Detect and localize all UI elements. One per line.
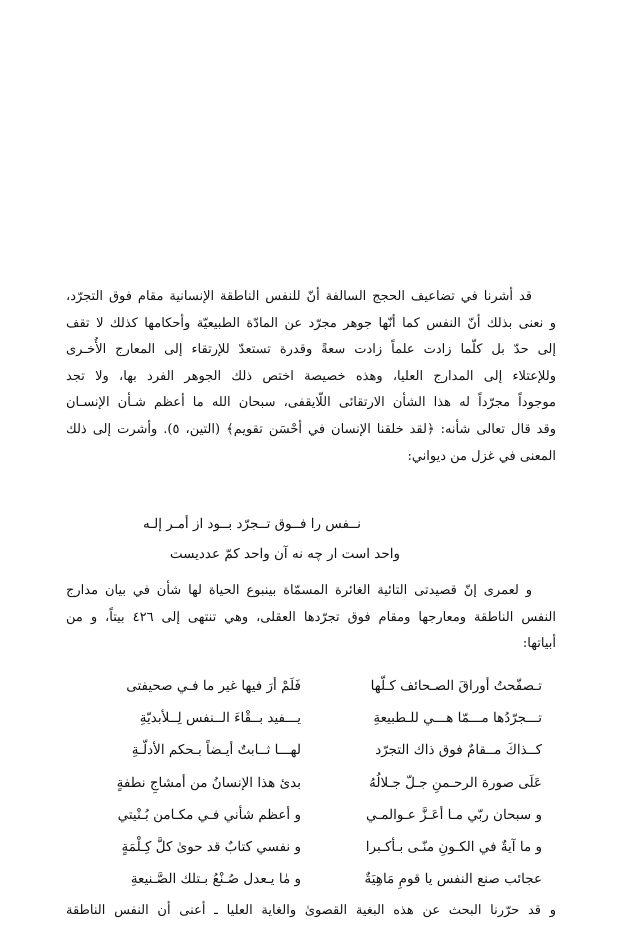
hemistich-first: تـصفّحتُ أوراقَ الصـحائف كـلّها xyxy=(370,678,542,694)
couplet xyxy=(66,670,556,702)
couplet xyxy=(66,734,556,766)
hemistich-first: عجائب صنع النفس يا قومِ مَاهِيَةٌ xyxy=(364,871,542,888)
text-line: إلى حدّ بل كلّما زادت علماً زادت سعةً وقدرة تستعدّ للإرتقاء إلى المعارج الأُخـرى xyxy=(66,342,556,358)
hemistich-second: و أعظم شأني فـي مكـامن بُـنْيتي xyxy=(117,806,301,823)
hemistich-second: يـــفيد بــقْاءَ الــنفس لِــلأبديّةِ xyxy=(139,710,301,727)
text-line: و نعنى بذلك أنّ النفس كما أنّها جوهر مجرّد عن المادّة الطبيعيّة وأحكامها كذلك لا تقف xyxy=(66,315,556,331)
hemistich-first: تـــجرّدُها مـــمّا هـــي للـطبيعةِ xyxy=(373,710,542,727)
hemistich-second: فَلَمْ أرَ فيها غير ما فـي صحيفتى xyxy=(126,678,301,694)
poem-couplets xyxy=(66,670,556,895)
couplet xyxy=(66,702,556,734)
text-line: موجوداً مجرّداً له هذا الشأن الارتقائى اللّايقفى، سبحان الله ما أعظم شـأن الإنسـان xyxy=(66,395,556,411)
hemistich-first: و ما آيةٌ في الكـونِ منّـى بـأكـبرا xyxy=(365,838,542,855)
paragraph-intro xyxy=(66,284,556,470)
hemistich-first: و سبحان ربّي مـا أعَـزَّ عـوالمـي xyxy=(365,806,542,823)
persian-verse-line-2: واحد است ار چه نه آن واحد كمّ عدديست xyxy=(169,546,400,562)
paragraph-qasida xyxy=(66,578,556,658)
text-line: المعنى في غزل من ديواني: xyxy=(407,448,556,464)
text-line: وقد قال تعالى شأنه: ﴿لقد خلقنا الإنسان في أحْسَن تقويم﴾ (التين، ٥). وأشرت إلى ذلك xyxy=(66,421,556,437)
hemistich-second: بدئ هذا الإنسانُ من أمشاجِ نطفةٍ xyxy=(116,774,301,791)
couplet xyxy=(66,831,556,863)
couplet xyxy=(66,863,556,895)
hemistich-second: لهـــا ثــابتٌ أيـضاً بـحكم الأدلّـةِ xyxy=(131,742,301,759)
couplet xyxy=(66,799,556,831)
couplet xyxy=(66,767,556,799)
closing-text-line: و قد حرّرنا البحث عن هذه البغية القصوىٰ والغاية العليا ـ أعنى أن النفس الناطقة xyxy=(66,903,556,918)
text-line: النفس الناطقة ومعارجها ومقام فوق تجرّدها العقلى، وهي تنتهى إلى ٤٢٦ بيتاً، و من xyxy=(66,609,556,625)
text-line: و لعمرى إنّ قصيدتى التائية الغائرة المسمّاة بينبوع الحياة لها شأن في بيان مدارج xyxy=(66,583,532,598)
persian-verse-line-1: نــفس را فــوق تــجرّد بــود از أمـر إلـه xyxy=(142,516,361,532)
text-line: وللإعتلاء إلى المدارج العليا، وهذه خصيصة اختص ذلك الجوهر الفرد بها، ولا تجد xyxy=(66,368,556,384)
hemistich-first: كــذاكَ مــقامٌ فوق ذاك التجرّد xyxy=(375,742,542,759)
hemistich-second: و نفسي كتابٌ قد حوىٰ كلَّ كِـلْمَةٍ xyxy=(121,838,301,855)
hemistich-first: عَلَى صورة الرحـمنِ جـلّ جـلالُهُ xyxy=(369,774,542,791)
text-line: أبياتها: xyxy=(522,636,556,652)
hemistich-second: و مٰا يـعدل صُـنْعُ بـتلك الصَّـنيعةِ xyxy=(130,871,301,888)
text-line: قد أشرنا في تضاعيف الحجج السالفة أنّ للنفس الناطقة الإنسانية مقام فوق التجرّد، xyxy=(66,289,532,304)
